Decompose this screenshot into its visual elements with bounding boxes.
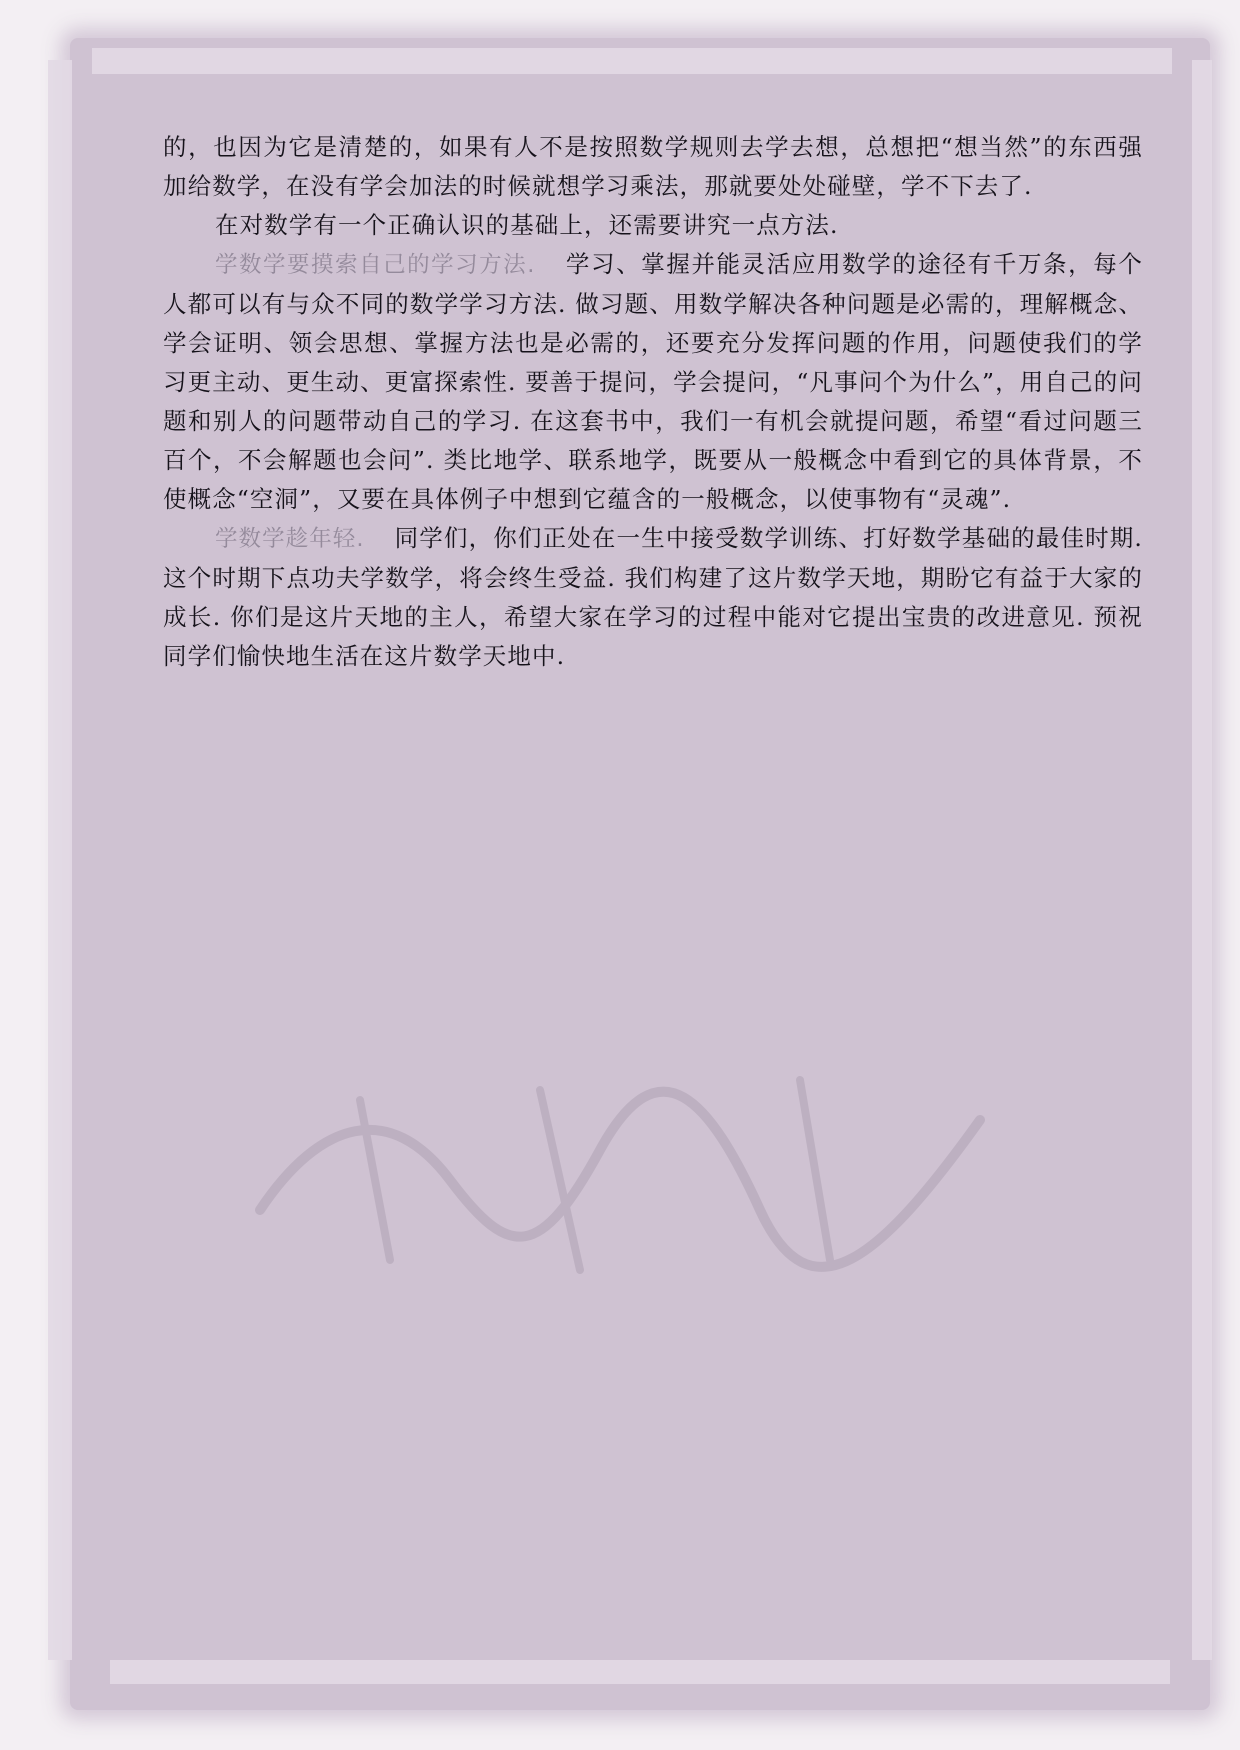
panel-edge-top bbox=[92, 48, 1172, 74]
panel-edge-left bbox=[48, 60, 72, 1660]
paragraph-1: 的，也因为它是清楚的，如果有人不是按照数学规则去学去想，总想把“想当然”的东西强加给数学，在没有学会加法的时候就想学习乘法，那就要处处碰壁，学不下去了. bbox=[163, 133, 1143, 200]
paragraph-3-heading: 学数学要摸索自己的学习方法. bbox=[215, 252, 536, 278]
paragraph-2: 在对数学有一个正确认识的基础上，还需要讲究一点方法. bbox=[215, 211, 839, 239]
paragraph-3 bbox=[163, 245, 1143, 519]
paragraph-4-heading: 学数学趁年轻. bbox=[215, 526, 365, 552]
paragraph-3-body: 学习、掌握并能灵活应用数学的途径有千万条，每个人都可以有与众不同的数学学习方法. 做习题、用数学解决各种问题是必需的，理解概念、学会证明、领会思想、掌握方法也是必需的，还要充分发挥问题的作用，问题使我们的学习更主动、更生动、更富探索性. 要善于提问，学会提问，“凡事问个为什么”，用自己的问题和别人的问题带动自己的学习. 在这套书中，我们一有机会就提问题，希望“看过问题三百个，不会解题也会问”. 类比地学、联系地学，既要从一般概念中看到它的具体背景，不使概念“空洞”，又要在具体例子中想到它蕴含的一般概念，以使事物有“灵魂”. bbox=[163, 250, 1143, 513]
panel-edge-right bbox=[1192, 60, 1212, 1660]
paragraph-4 bbox=[163, 519, 1143, 676]
faint-signature-watermark bbox=[240, 1060, 1000, 1290]
paragraph-4-body: 同学们，你们正处在一生中接受数学训练、打好数学基础的最佳时期. 这个时期下点功夫学数学，将会终生受益. 我们构建了这片数学天地，期盼它有益于大家的成长. 你们是这片天地的主人，希望大家在学习的过程中能对它提出宝贵的改进意见. 预祝同学们愉快地生活在这片数学天地中. bbox=[163, 524, 1143, 670]
preface-text bbox=[163, 128, 1143, 676]
panel-edge-bottom bbox=[110, 1660, 1170, 1684]
